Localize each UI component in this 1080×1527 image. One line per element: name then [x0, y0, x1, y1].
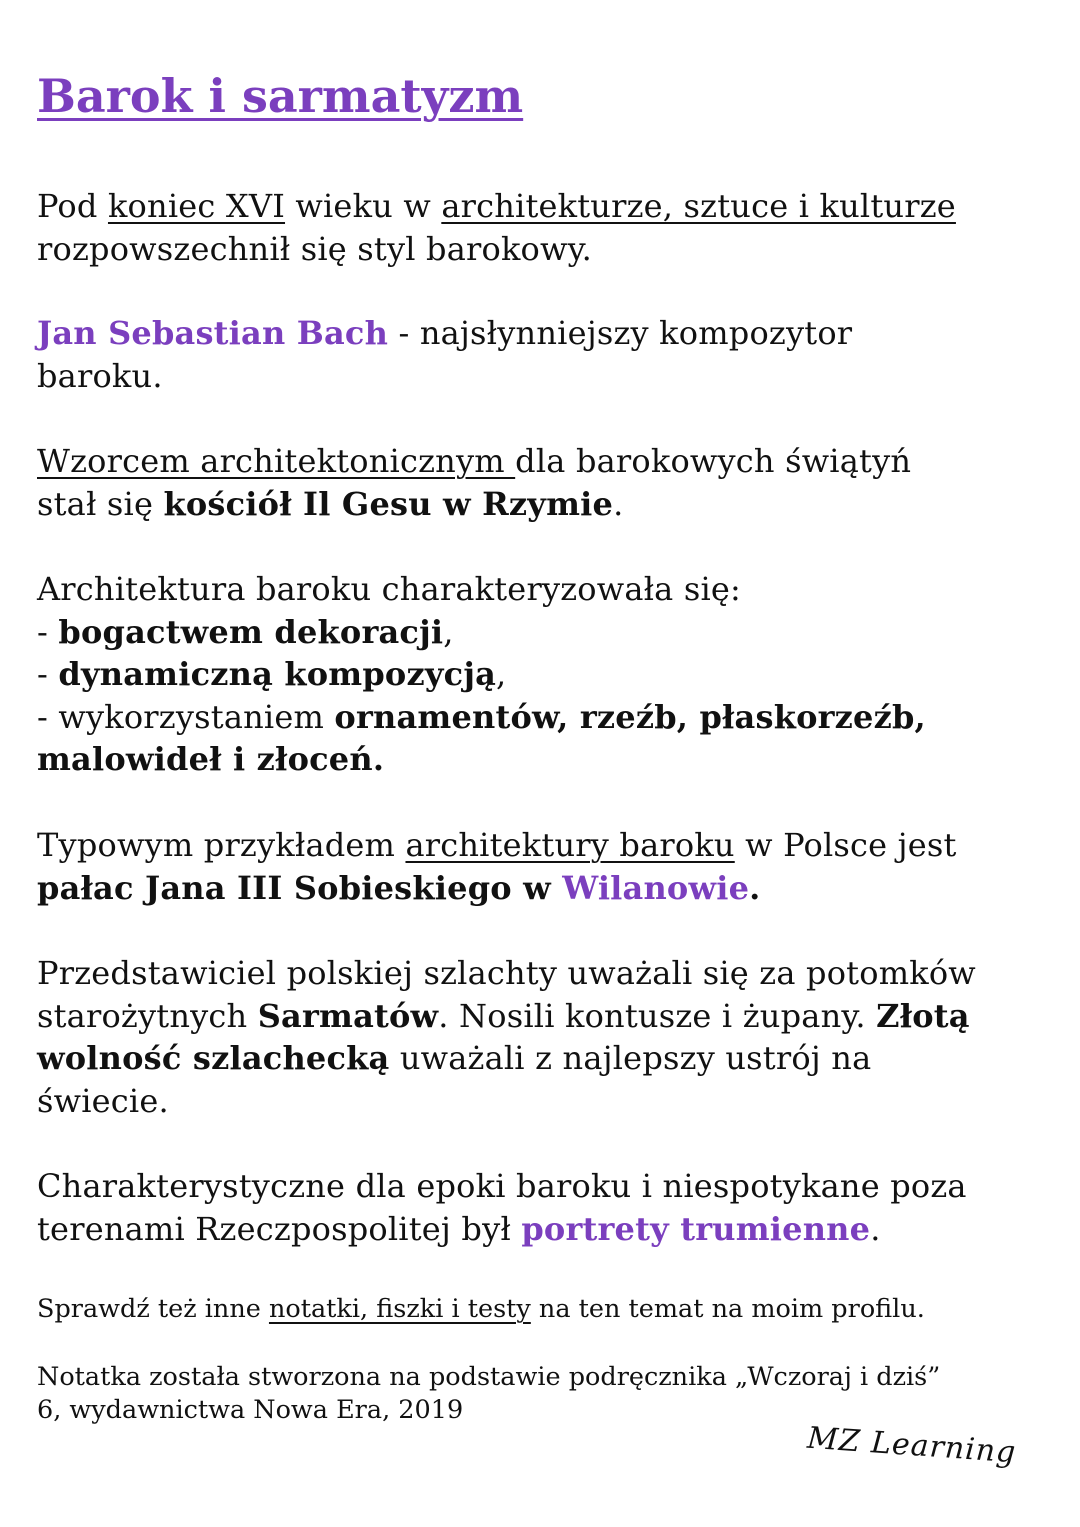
paragraph-architecture-features: Architektura baroku charakteryzowała się: - bogactwem dekoracji, - dynamiczną kompozycją, - wykorzystaniem ornamentów, rzeźb, płaskorzeźb, malowideł i złoceń.: [37, 570, 926, 778]
underlined-domains: architekturze, sztuce i kulturze: [441, 187, 956, 225]
bold-golden-freedom: wolność szlachecką: [37, 1039, 390, 1077]
highlight-wilanow: Wilanowie: [562, 868, 750, 907]
underlined-architecture: architektury baroku: [405, 826, 735, 864]
paragraph-coffin-portraits: Charakterystyczne dla epoki baroku i niespotykane poza terenami Rzeczpospolitej był portrety trumienne.: [37, 1167, 967, 1248]
paragraph-wilanow: Typowym przykładem architektury baroku w Polsce jest pałac Jana III Sobieskiego w Wilanowie.: [37, 826, 957, 907]
list-item: - bogactwem dekoracji,: [37, 612, 454, 651]
footer-profile-note: Sprawdź też inne notatki, fiszki i testy na ten temat na moim profilu.: [37, 1294, 925, 1324]
list-item: - wykorzystaniem ornamentów, rzeźb, płaskorzeźb, malowideł i złoceń.: [37, 697, 926, 778]
page-title: Barok i sarmatyzm: [37, 69, 524, 123]
paragraph-bach: Jan Sebastian Bach - najsłynniejszy kompozytor baroku.: [37, 314, 853, 395]
signature: MZ Learning: [806, 1420, 1018, 1471]
footer-source-note: Notatka została stworzona na podstawie podręcznika „Wczoraj i dziś” 6, wydawnictwa Nowa Era, 2019: [37, 1362, 941, 1425]
highlight-bach: Jan Sebastian Bach: [37, 314, 389, 352]
paragraph-baroque-origin: Pod koniec XVI wieku w architekturze, sztuce i kulturze rozpowszechnił się styl barokowy.: [37, 187, 956, 268]
bold-il-gesu: kościół Il Gesu w Rzymie: [163, 484, 614, 523]
underlined-time: koniec XVI: [107, 187, 286, 225]
underlined-model: Wzorcem architektonicznym: [37, 442, 516, 480]
paragraph-il-gesu: Wzorcem architektonicznym dla barokowych świątyń stał się kościół Il Gesu w Rzymie.: [37, 442, 912, 523]
list-item: - dynamiczną kompozycją,: [37, 655, 507, 693]
bold-sarmatow: Sarmatów: [257, 996, 439, 1035]
highlight-coffin-portraits: portrety trumienne: [521, 1209, 871, 1248]
paragraph-sarmatism: Przedstawiciel polskiej szlachty uważali się za potomków starożytnych Sarmatów. Nosili kontusze i żupany. Złotą wolność szlachecką uważali z najlepszy ustrój na świecie.: [37, 954, 976, 1120]
footer-materials-link[interactable]: notatki, fiszki i testy: [268, 1294, 531, 1324]
